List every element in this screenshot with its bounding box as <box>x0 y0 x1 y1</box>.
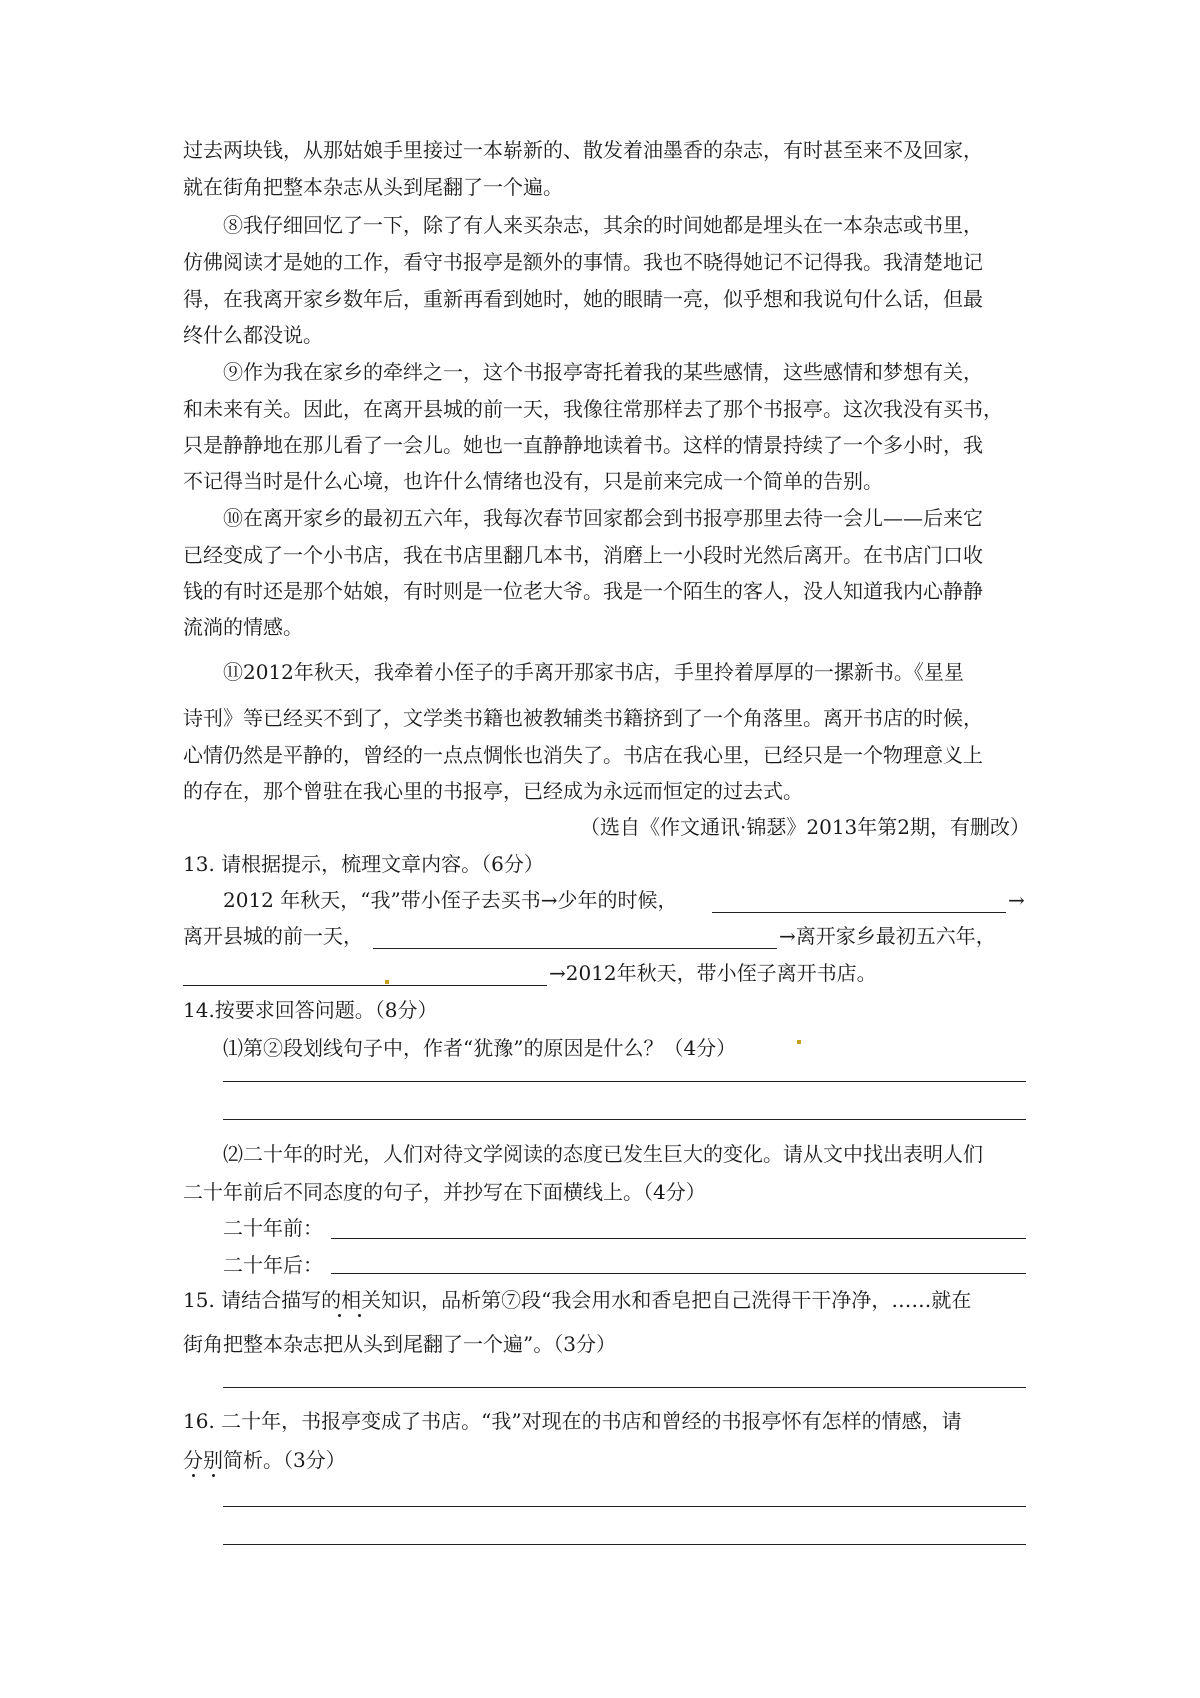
emphasis-dot <box>212 1474 215 1477</box>
question-14-stem: 14.按要求回答问题。（8分） <box>183 998 438 1022</box>
passage-line: 只是静静地在那儿看了一会儿。她也一直静静地读着书。这样的情景持续了一个多小时，我 <box>183 433 983 457</box>
emphasis-dot <box>338 1314 341 1317</box>
after-label: 二十年后： <box>223 1253 323 1277</box>
question-15-line-1: 15. 请结合描写的相关知识，品析第⑦段“我会用水和香皂把自己洗得干干净净，……就在 <box>183 1288 972 1312</box>
passage-line: 已经变成了一个小书店，我在书店里翻几本书，消磨上一小段时光然后离开。在书店门口收 <box>183 543 983 567</box>
question-16-line-2: 分别简析。（3分） <box>183 1448 346 1472</box>
passage-line: 仿佛阅读才是她的工作，看守书报亭是额外的事情。我也不晓得她记不记得我。我清楚地记 <box>183 250 983 274</box>
passage-line: 就在街角把整本杂志从头到尾翻了一个遍。 <box>183 175 563 199</box>
passage-line: ⑨作为我在家乡的牵绊之一，这个书报亭寄托着我的某些感情，这些感情和梦想有关， <box>223 360 983 384</box>
passage-line: 的存在，那个曾驻在我心里的书报亭，已经成为永远而恒定的过去式。 <box>183 779 803 803</box>
question-14-sub-2-line-2: 二十年前后不同态度的句子，并抄写在下面横线上。（4分） <box>183 1180 706 1204</box>
emphasis-dot <box>192 1474 195 1477</box>
before-label: 二十年前： <box>223 1216 323 1240</box>
answer-blank-13b[interactable] <box>373 948 777 949</box>
answer-blank-13c[interactable] <box>183 985 547 986</box>
emphasis-dot <box>358 1314 361 1317</box>
question-14-sub-2-line-1: ⑵二十年的时光，人们对待文学阅读的态度已发生巨大的变化。请从文中找出表明人们 <box>223 1142 983 1166</box>
passage-line: 终什么都没说。 <box>183 323 323 347</box>
question-13-line-1: 2012 年秋天，“我”带小侄子去买书→少年的时候， <box>223 888 678 912</box>
question-13-line-2: 离开县城的前一天， <box>183 924 363 948</box>
passage-line: 不记得当时是什么心境，也许什么情绪也没有，只是前来完成一个简单的告别。 <box>183 469 883 493</box>
passage-line: 得，在我离开家乡数年后，重新再看到她时，她的眼睛一亮，似乎想和我说句什么话，但最 <box>183 287 983 311</box>
answer-line-before[interactable] <box>331 1238 1026 1239</box>
answer-line[interactable] <box>223 1544 1026 1545</box>
question-13-line-2-end: →离开家乡最初五六年， <box>779 924 996 948</box>
answer-line[interactable] <box>223 1506 1026 1507</box>
answer-line[interactable] <box>223 1387 1026 1388</box>
passage-line: ⑪2012年秋天，我牵着小侄子的手离开那家书店，手里拎着厚厚的一摞新书。《星星 <box>223 660 964 684</box>
answer-line-after[interactable] <box>331 1273 1026 1274</box>
question-13-line-3-end: →2012年秋天，带小侄子离开书店。 <box>549 961 877 985</box>
question-16-line-1: 16. 二十年，书报亭变成了书店。“我”对现在的书店和曾经的书报亭怀有怎样的情感，请 <box>183 1409 962 1433</box>
passage-line: 和未来有关。因此，在离开县城的前一天，我像往常那样去了那个书报亭。这次我没有买书， <box>183 397 1003 421</box>
question-14-sub-1: ⑴第②段划线句子中，作者“犹豫”的原因是什么？（4分） <box>223 1036 737 1060</box>
question-15-line-2: 街角把整本杂志把从头到尾翻了一个遍”。（3分） <box>183 1332 616 1356</box>
passage-line: 心情仍然是平静的，曾经的一点点惆怅也消失了。书店在我心里，已经只是一个物理意义上 <box>183 743 983 767</box>
stray-mark <box>797 1040 801 1044</box>
passage-line: ⑩在离开家乡的最初五六年，我每次春节回家都会到书报亭那里去待一会儿——后来它 <box>223 506 983 530</box>
passage-line: 诗刊》等已经买不到了，文学类书籍也被教辅类书籍挤到了一个角落里。离开书店的时候， <box>183 706 983 730</box>
stray-mark <box>385 980 389 984</box>
passage-line: 流淌的情感。 <box>183 615 303 639</box>
arrow-glyph: → <box>1008 888 1025 912</box>
answer-line[interactable] <box>223 1119 1026 1120</box>
passage-line: 钱的有时还是那个姑娘，有时则是一位老大爷。我是一个陌生的客人，没人知道我内心静静 <box>183 579 983 603</box>
answer-line[interactable] <box>223 1081 1026 1082</box>
question-13-stem: 13. 请根据提示，梳理文章内容。（6分） <box>183 852 544 876</box>
source-citation: （选自《作文通讯·锦瑟》2013年第2期，有删改） <box>580 815 1030 839</box>
passage-line: ⑧我仔细回忆了一下，除了有人来买杂志，其余的时间她都是埋头在一本杂志或书里， <box>223 213 983 237</box>
passage-line: 过去两块钱，从那姑娘手里接过一本崭新的、散发着油墨香的杂志，有时甚至来不及回家， <box>183 138 983 162</box>
answer-blank-13a[interactable] <box>712 912 1006 913</box>
